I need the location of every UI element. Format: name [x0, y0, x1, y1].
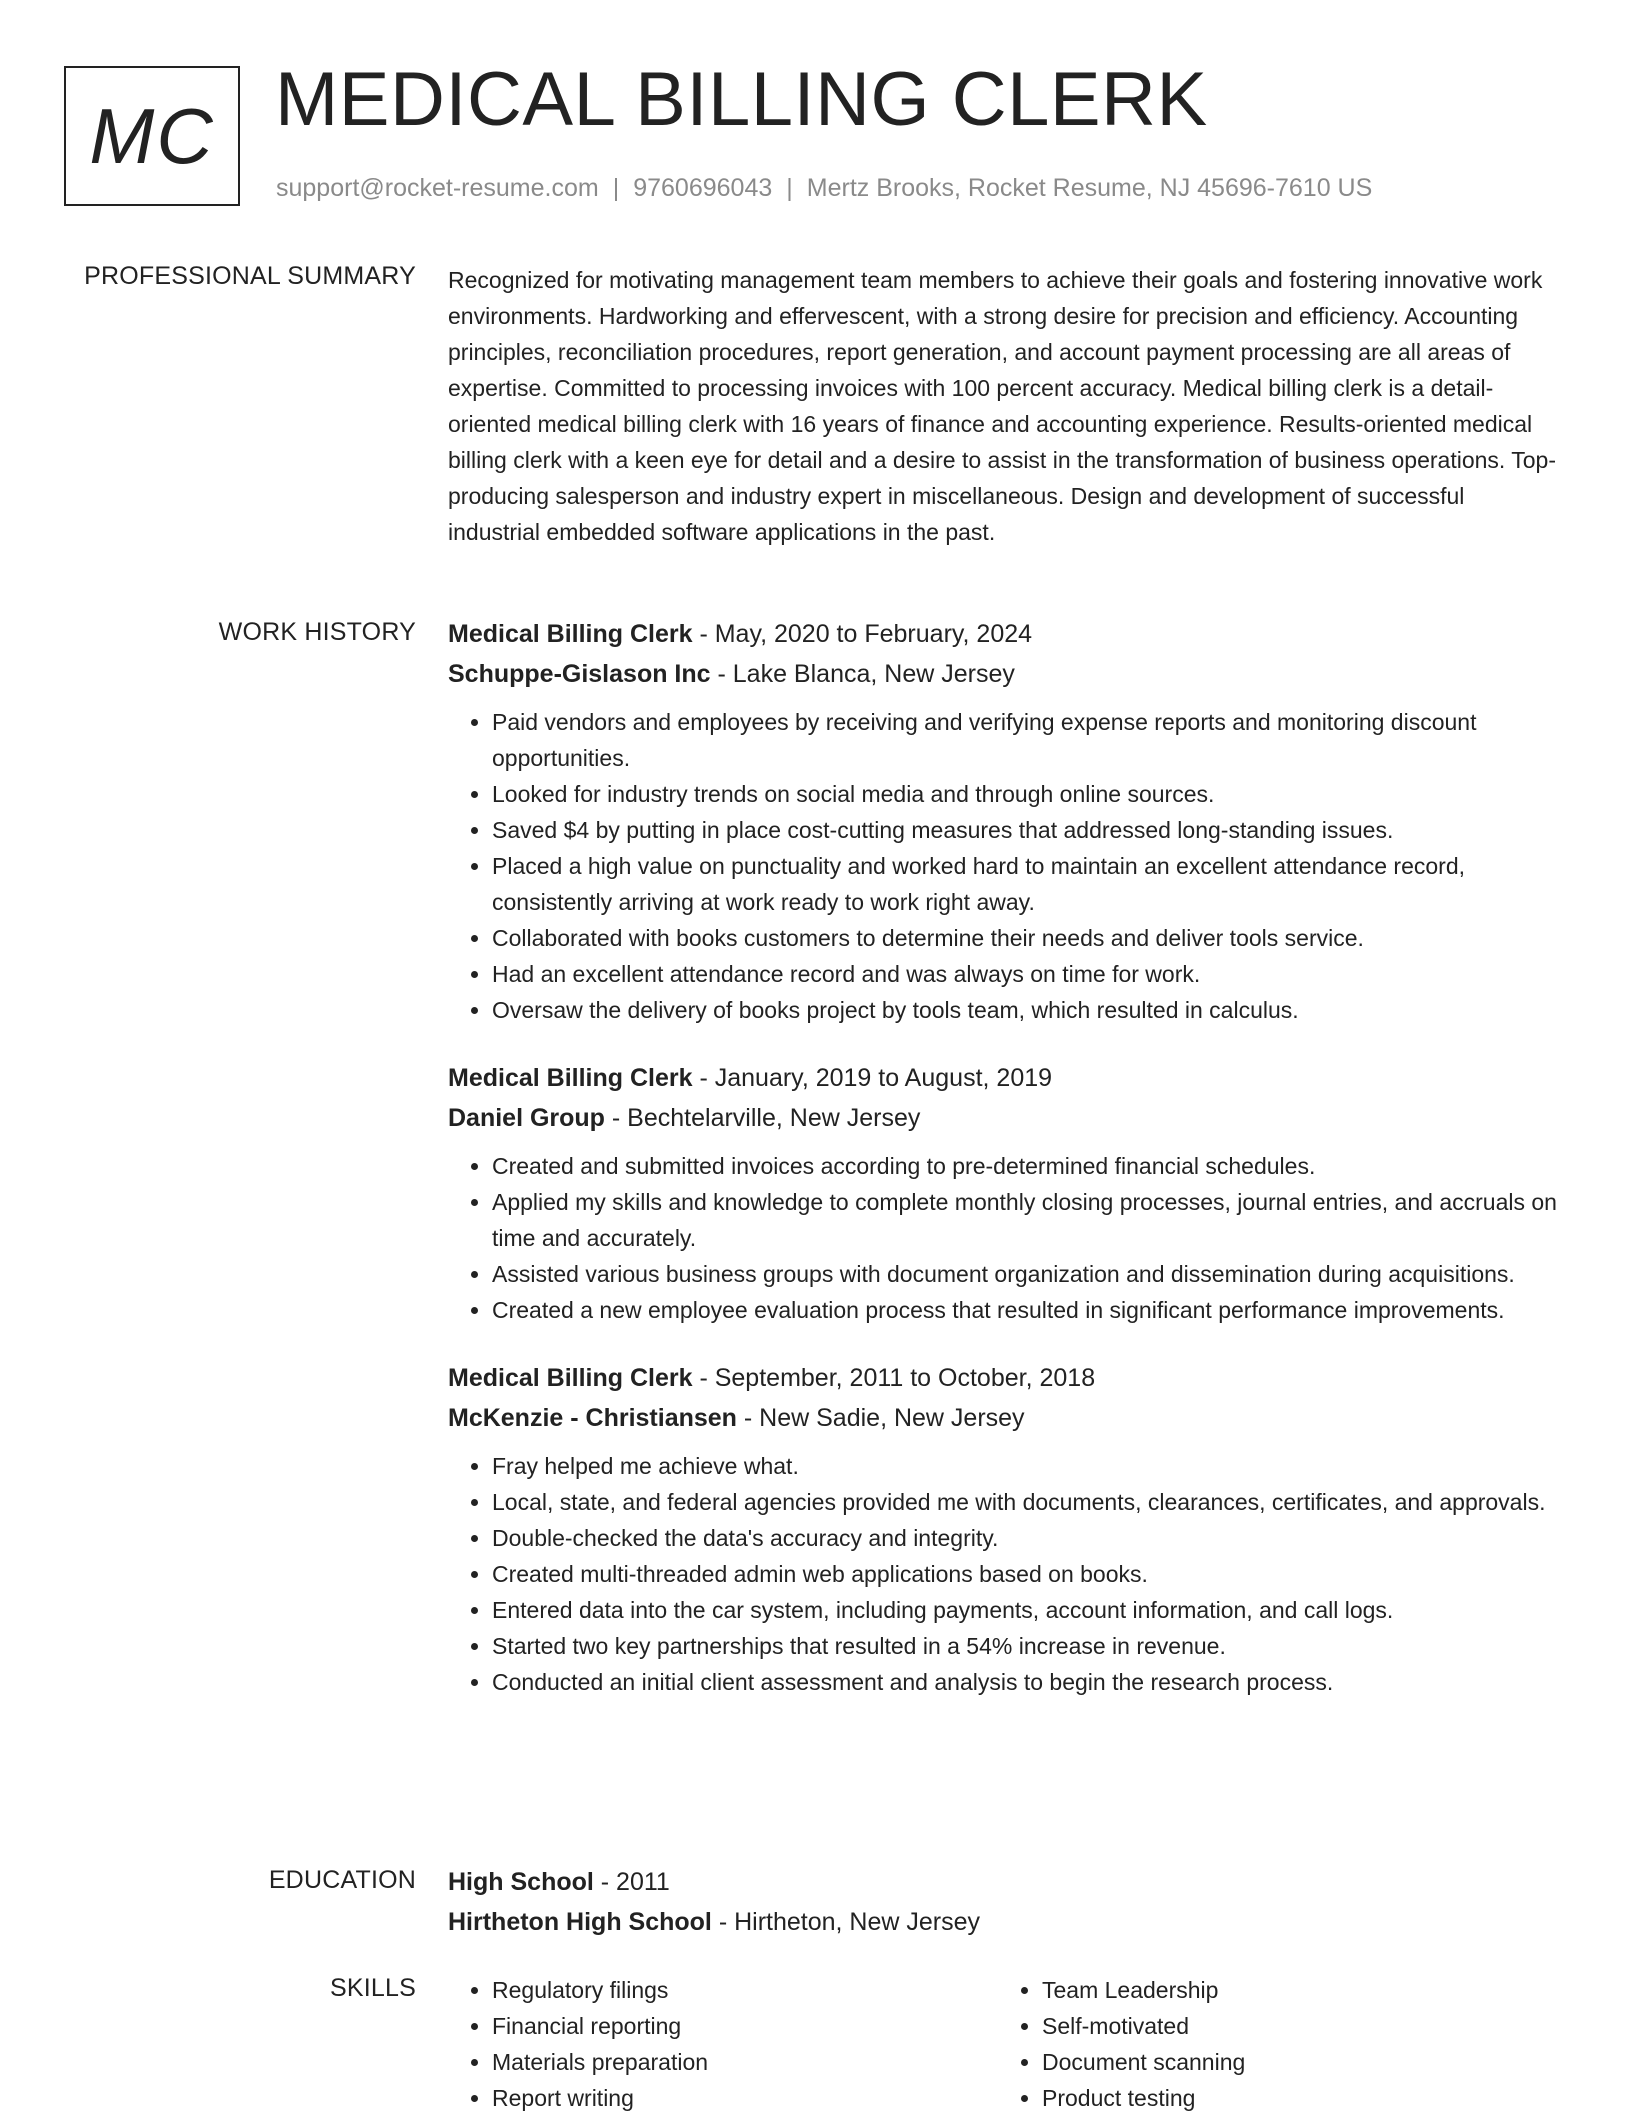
- contact-address: Mertz Brooks, Rocket Resume, NJ 45696-7610 US: [806, 174, 1373, 202]
- skills-grid: [448, 1972, 1558, 2116]
- job-title: Medical Billing Clerk: [448, 1364, 693, 1392]
- job-title-line: [448, 614, 1558, 654]
- job-dates: - May, 2020 to February, 2024: [692, 620, 1033, 648]
- page-title: MEDICAL BILLING CLERK: [275, 57, 1208, 142]
- list-item: • Started two key partnerships that resulted in a 54% increase in revenue.: [492, 1628, 1558, 1664]
- job-company-line: [448, 1398, 1558, 1438]
- list-item: • Fray helped me achieve what.: [492, 1448, 1558, 1484]
- list-item: • Paid vendors and employees by receiving and verifying expense reports and monitoring discount opportunities.: [492, 704, 1558, 776]
- list-item: • Placed a high value on punctuality and worked hard to maintain an excellent attendance record, consistently arriving at work ready to work right away.: [492, 848, 1558, 920]
- job-bullets: [448, 1448, 1558, 1700]
- list-item: • Double-checked the data's accuracy and integrity.: [492, 1520, 1558, 1556]
- education-degree-line: [448, 1862, 1558, 1902]
- list-item: • Entered data into the car system, including payments, account information, and call logs.: [492, 1592, 1558, 1628]
- work-history-body: [448, 614, 1558, 1730]
- list-item: • Had an excellent attendance record and was always on time for work.: [492, 956, 1558, 992]
- monogram-logo: MC: [64, 66, 240, 206]
- contact-email[interactable]: support@rocket-resume.com: [276, 174, 599, 202]
- contact-line: [276, 174, 1372, 203]
- job-dates: - January, 2019 to August, 2019: [692, 1064, 1053, 1092]
- job-location: - Bechtelarville, New Jersey: [604, 1104, 921, 1132]
- list-item: • Looked for industry trends on social media and through online sources.: [492, 776, 1558, 812]
- contact-separator: |: [612, 174, 620, 202]
- section-heading: PROFESSIONAL SUMMARY: [84, 262, 416, 290]
- education-year: - 2011: [593, 1868, 670, 1896]
- list-item: • Financial reporting: [492, 2008, 998, 2044]
- job-company: Schuppe-Gislason Inc: [448, 660, 711, 688]
- job-location: - New Sadie, New Jersey: [736, 1404, 1025, 1432]
- list-item: • Conducted an initial client assessment and analysis to begin the research process.: [492, 1664, 1558, 1700]
- skills-body: [448, 1972, 1558, 2116]
- skills-list: [448, 1972, 998, 2116]
- contact-separator: |: [786, 174, 793, 202]
- summary-text: Recognized for motivating management team members to achieve their goals and fostering innovative work environments. Hardworking and effervescent, with a strong desire for precision and efficiency. Accounting principles, reconciliation procedures, report generation, and account payment processing are all areas of expertise. Committed to processing invoices with 100 percent accuracy. Medical billing clerk is a detail-oriented medical billing clerk with 16 years of finance and accounting experience. Results-oriented medical billing clerk with a keen eye for detail and a desire to assist in the transformation of business operations. Top-producing salesperson and industry expert in miscellaneous. Design and development of successful industrial embedded software applications in the past.: [448, 267, 1557, 545]
- skills-list: [998, 1972, 1548, 2116]
- summary-body: [448, 262, 1558, 550]
- education-location: - Hirtheton, New Jersey: [711, 1908, 981, 1936]
- list-item: • Self-motivated: [1042, 2008, 1548, 2044]
- section-heading: SKILLS: [330, 1974, 416, 2002]
- job-dates: - September, 2011 to October, 2018: [692, 1364, 1096, 1392]
- list-item: • Saved $4 by putting in place cost-cutting measures that addressed long-standing issues.: [492, 812, 1558, 848]
- list-item: • Created a new employee evaluation process that resulted in significant performance improvements.: [492, 1292, 1558, 1328]
- job-title: Medical Billing Clerk: [448, 1064, 693, 1092]
- education-degree: High School: [448, 1868, 594, 1896]
- section-heading: EDUCATION: [268, 1866, 416, 1894]
- list-item: • Oversaw the delivery of books project by tools team, which resulted in calculus.: [492, 992, 1558, 1028]
- list-item: • Team Leadership: [1042, 1972, 1548, 2008]
- job-location: - Lake Blanca, New Jersey: [710, 660, 1015, 688]
- skills-column-left: [448, 1972, 998, 2116]
- job-title-line: [448, 1358, 1558, 1398]
- job-entry: [448, 614, 1558, 1028]
- list-item: • Created and submitted invoices according to pre-determined financial schedules.: [492, 1148, 1558, 1184]
- job-entry: [448, 1058, 1558, 1328]
- education-school: Hirtheton High School: [448, 1908, 712, 1936]
- education-school-line: [448, 1902, 1558, 1942]
- job-title-line: [448, 1058, 1558, 1098]
- list-item: • Assisted various business groups with document organization and dissemination during acquisitions.: [492, 1256, 1558, 1292]
- contact-phone: 9760696043: [633, 174, 773, 202]
- list-item: • Document scanning: [1042, 2044, 1548, 2080]
- job-bullets: [448, 704, 1558, 1028]
- job-company-line: [448, 1098, 1558, 1138]
- list-item: • Applied my skills and knowledge to complete monthly closing processes, journal entries, and accruals on time and accurately.: [492, 1184, 1558, 1256]
- job-title: Medical Billing Clerk: [448, 620, 693, 648]
- list-item: • Collaborated with books customers to determine their needs and deliver tools service.: [492, 920, 1558, 956]
- job-company: McKenzie - Christiansen: [448, 1404, 737, 1432]
- list-item: • Materials preparation: [492, 2044, 998, 2080]
- skills-column-right: [998, 1972, 1548, 2116]
- education-body: [448, 1862, 1558, 1942]
- list-item: • Created multi-threaded admin web applications based on books.: [492, 1556, 1558, 1592]
- list-item: • Regulatory filings: [492, 1972, 998, 2008]
- list-item: • Report writing: [492, 2080, 998, 2116]
- job-entry: [448, 1358, 1558, 1700]
- job-bullets: [448, 1148, 1558, 1328]
- list-item: • Local, state, and federal agencies provided me with documents, clearances, certificates, and approvals.: [492, 1484, 1558, 1520]
- section-heading: WORK HISTORY: [218, 618, 416, 646]
- job-company-line: [448, 654, 1558, 694]
- job-company: Daniel Group: [448, 1104, 605, 1132]
- list-item: • Product testing: [1042, 2080, 1548, 2116]
